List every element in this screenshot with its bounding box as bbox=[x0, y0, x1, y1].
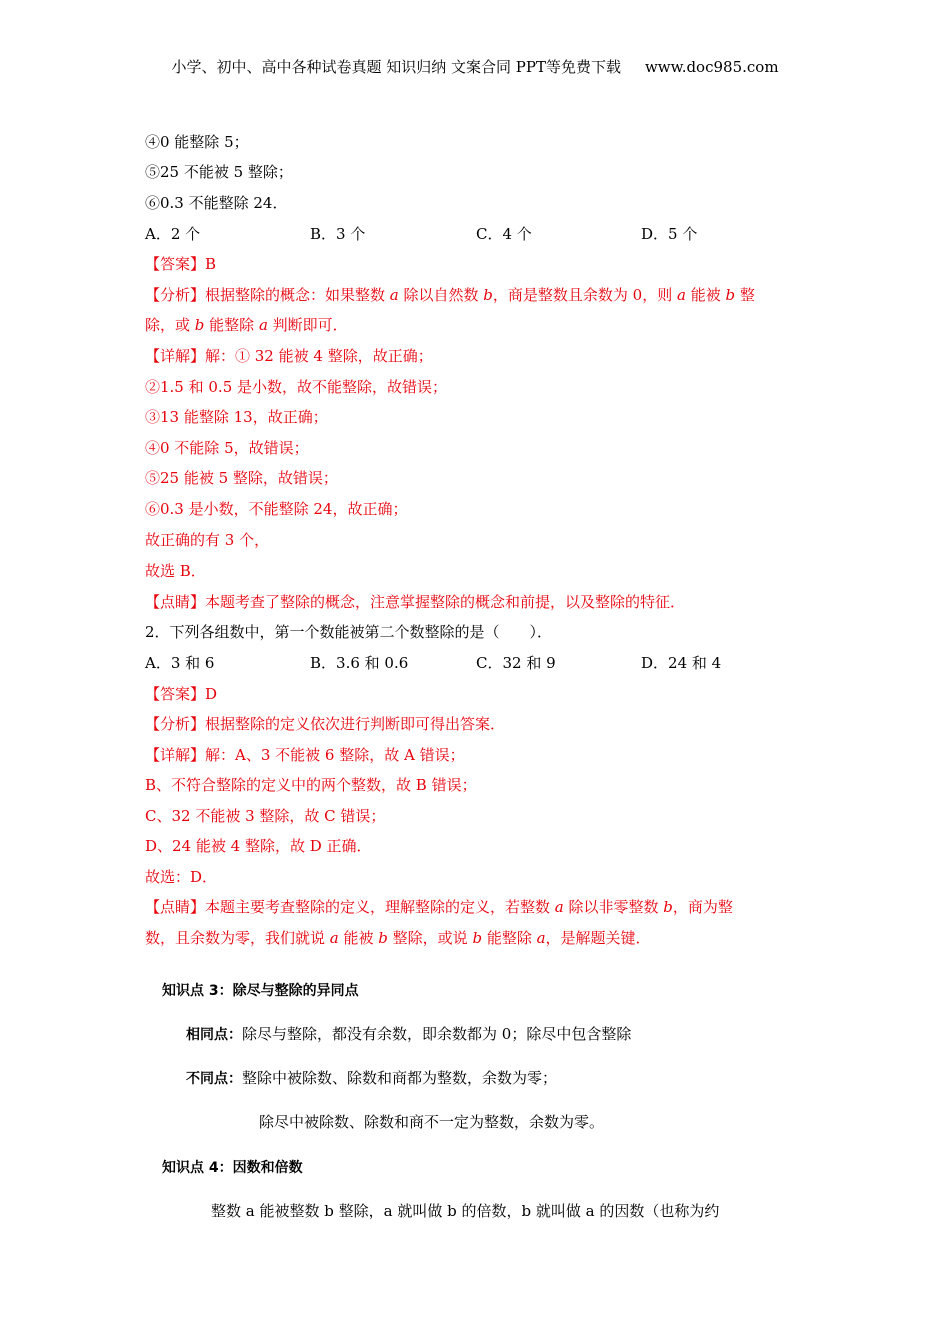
q1-item-5: ⑤25 不能被 5 整除； bbox=[145, 163, 293, 181]
q2-answer: 【答案】D bbox=[145, 685, 218, 703]
header-url[interactable]: www.doc985.com bbox=[644, 58, 779, 76]
q1-detail-line: ⑥0.3 是小数，不能整除 24，故正确； bbox=[145, 500, 408, 518]
q1-comment: 【点睛】本题考查了整除的概念，注意掌握整除的概念和前提，以及整除的特征． bbox=[145, 593, 686, 611]
q2-detail-line: C、32 不能被 3 整除，故 C 错误； bbox=[145, 807, 386, 825]
q1-detail-line: ④0 不能除 5，故错误； bbox=[145, 439, 309, 457]
q1-option-c: C．4 个 bbox=[476, 225, 532, 243]
q2-option-c: C．32 和 9 bbox=[476, 654, 556, 672]
kp3-same bbox=[186, 1024, 631, 1045]
q1-detail-line: ②1.5 和 0.5 是小数，故不能整除，故错误； bbox=[145, 378, 448, 396]
q1-option-a: A．2 个 bbox=[145, 225, 201, 243]
q2-analysis: 【分析】根据整除的定义依次进行判断即可得出答案． bbox=[145, 715, 506, 733]
q1-option-b: B．3 个 bbox=[310, 225, 366, 243]
q2-detail-line: D、24 能被 4 整除，故 D 正确． bbox=[145, 837, 372, 855]
q2-option-a: A．3 和 6 bbox=[145, 654, 215, 672]
q2-option-d: D．24 和 4 bbox=[641, 654, 722, 672]
q1-answer: 【答案】B bbox=[145, 255, 217, 273]
kp4-text: 整数 a 能被整数 b 整除，a 就叫做 b 的倍数，b 就叫做 a 的因数（也称为约 bbox=[211, 1202, 720, 1220]
q1-item-4: ④0 能整除 5； bbox=[145, 133, 249, 151]
q2-detail-line: B、不符合整除的定义中的两个整数，故 B 错误； bbox=[145, 776, 477, 794]
q2-stem: 2．下列各组数中，第一个数能被第二个数整除的是（ ）． bbox=[145, 623, 553, 641]
q1-analysis-line1: 【分析】根据整除的概念：如果整数 a 除以自然数 b，商是整数且余数为 0，则 a 能被 b 整 bbox=[145, 286, 755, 304]
kp3-title: 知识点 3：除尽与整除的异同点 bbox=[162, 983, 359, 999]
q2-option-b: B．3.6 和 0.6 bbox=[310, 654, 409, 672]
q1-detail-line: 故选 B． bbox=[145, 562, 206, 580]
kp3-diff-label: 不同点： bbox=[186, 1071, 242, 1087]
kp3-same-text: 除尽与整除，都没有余数，即余数都为 0；除尽中包含整除 bbox=[242, 1025, 632, 1043]
q2-comment-line2: 数，且余数为零，我们就说 a 能被 b 整除，或说 b 能整除 a，是解题关键． bbox=[145, 929, 651, 947]
q1-detail-line: 【详解】解：① 32 能被 4 整除，故正确； bbox=[145, 347, 433, 365]
q1-detail-line: 故正确的有 3 个， bbox=[145, 531, 270, 549]
q1-detail-line: ③13 能整除 13，故正确； bbox=[145, 408, 328, 426]
kp3-diff-text2: 除尽中被除数、除数和商不一定为整数，余数为零。 bbox=[259, 1113, 605, 1131]
page-header bbox=[0, 56, 950, 77]
q1-option-d: D．5 个 bbox=[641, 225, 698, 243]
q2-comment-line1: 【点睛】本题主要考查整除的定义，理解整除的定义，若整数 a 除以非零整数 b，商为整 bbox=[145, 898, 733, 916]
q2-detail-line: 故选：D． bbox=[145, 868, 218, 886]
kp3-diff-text1: 整除中被除数、除数和商都为整数，余数为零； bbox=[242, 1069, 558, 1087]
kp3-diff bbox=[186, 1068, 557, 1089]
q1-analysis-line2: 除，或 b 能整除 a 判断即可． bbox=[145, 316, 348, 334]
kp4-title: 知识点 4：因数和倍数 bbox=[162, 1160, 303, 1176]
q1-detail-line: ⑤25 能被 5 整除，故错误； bbox=[145, 469, 338, 487]
header-text: 小学、初中、高中各种试卷真题 知识归纳 文案合同 PPT等免费下载 bbox=[171, 58, 621, 76]
kp3-same-label: 相同点： bbox=[186, 1027, 242, 1043]
q1-item-6: ⑥0.3 不能整除 24． bbox=[145, 194, 288, 212]
q2-detail-line: 【详解】解：A、3 不能被 6 整除，故 A 错误； bbox=[145, 746, 465, 764]
